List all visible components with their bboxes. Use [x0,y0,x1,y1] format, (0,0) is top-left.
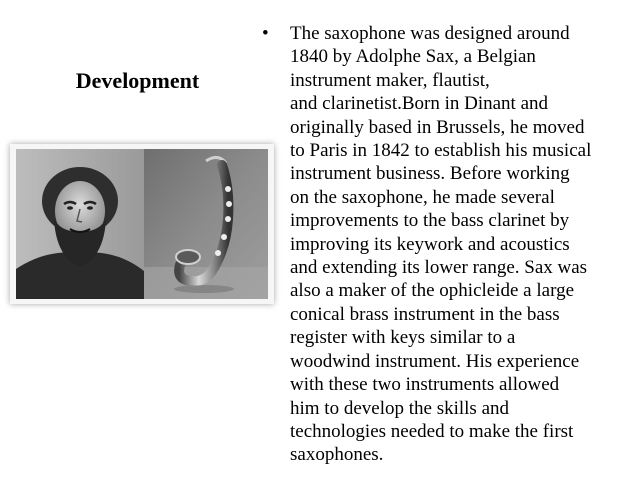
text-line: saxophones. [290,444,384,466]
text-line: on the saxophone, he made several [290,186,555,208]
text-line: 1840 by Adolphe Sax, a Belgian [290,46,536,68]
bullet-item [262,22,614,467]
bullet-point-icon: • [262,23,269,44]
text-line: and clarinetist.Born in Dinant and [290,93,549,115]
text-line: technologies needed to make the first [290,420,574,442]
text-line: instrument business. Before working [290,163,570,185]
text-line: instrument maker, flautist, [290,69,490,91]
bullet-text [290,22,591,467]
portrait-and-saxophone-photo [16,149,268,299]
text-line: also a maker of the ophicleide a large [290,280,574,302]
photo-frame [10,144,274,304]
text-line: woodwind instrument. His experience [290,350,580,372]
text-line: and extending its lower range. Sax was [290,257,588,279]
text-line: originally based in Brussels, he moved [290,116,585,138]
text-line: improving its keywork and acoustics [290,233,570,255]
text-line: The saxophone was designed around [290,23,570,44]
text-line: him to develop the skills and [290,397,510,419]
text-line: conical brass instrument in the bass [290,303,560,325]
content-bullet-list [262,22,614,467]
text-line: to Paris in 1842 to establish his musical [290,140,592,162]
text-line: improvements to the bass clarinet by [290,210,570,232]
text-line: with these two instruments allowed [290,374,560,396]
slide-title: Development [75,68,200,93]
text-line: register with keys similar to a [290,327,516,349]
